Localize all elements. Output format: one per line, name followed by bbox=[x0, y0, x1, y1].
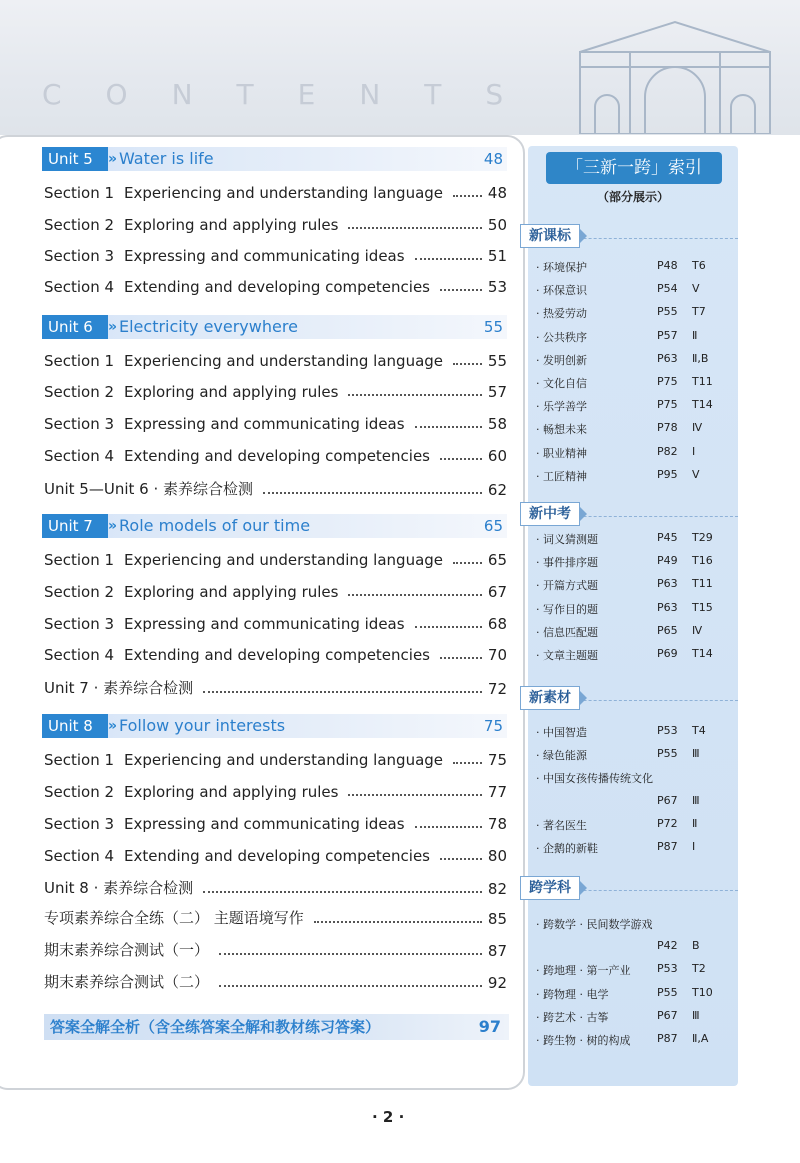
unit-tag: Unit 6 bbox=[42, 315, 108, 339]
index-item-tag: Ⅴ bbox=[692, 282, 700, 296]
leader-dots bbox=[203, 691, 482, 693]
index-item-name: · 事件排序题 bbox=[536, 556, 598, 570]
index-item-page: P95 bbox=[657, 467, 678, 481]
section-label: Section 2 bbox=[44, 783, 115, 801]
section-row[interactable] bbox=[44, 379, 507, 401]
review-row[interactable] bbox=[44, 876, 507, 898]
unit-title: Water is life bbox=[119, 149, 214, 168]
section-label: Section 3 bbox=[44, 247, 115, 265]
section-label: Section 1 bbox=[44, 352, 115, 370]
index-item-page: P82 bbox=[657, 444, 678, 458]
section-page: 60 bbox=[487, 447, 507, 465]
index-item[interactable] bbox=[536, 601, 732, 619]
unit-tag: Unit 5 bbox=[42, 147, 108, 171]
unit-title: Electricity everywhere bbox=[119, 317, 298, 336]
index-item[interactable] bbox=[536, 747, 732, 765]
leader-dots bbox=[440, 858, 482, 860]
leader-dots bbox=[453, 762, 482, 764]
review-page: 82 bbox=[487, 880, 507, 898]
index-item-name: · 写作目的题 bbox=[536, 602, 598, 616]
index-item-tag: Ⅴ bbox=[692, 467, 700, 481]
section-label: Section 3 bbox=[44, 815, 115, 833]
section-title: Expressing and communicating ideas bbox=[124, 415, 405, 433]
section-label: Section 2 bbox=[44, 216, 115, 234]
leader-dots bbox=[348, 794, 481, 796]
section-row[interactable] bbox=[44, 180, 507, 202]
index-item-tag: Ⅱ,B bbox=[692, 351, 709, 365]
index-item-tag: T11 bbox=[692, 375, 713, 388]
index-item-name: · 热爱劳动 bbox=[536, 307, 587, 321]
index-item-tag: Ⅱ,A bbox=[692, 1032, 709, 1045]
index-item-tag: T6 bbox=[692, 259, 706, 272]
section-row[interactable] bbox=[44, 348, 507, 370]
index-item-page: P48 bbox=[657, 259, 678, 272]
section-title: Exploring and applying rules bbox=[124, 783, 339, 801]
review-page: 72 bbox=[487, 680, 507, 698]
index-item-page: P72 bbox=[657, 816, 678, 830]
index-item-page: P55 bbox=[657, 747, 678, 761]
index-item[interactable] bbox=[536, 986, 732, 1004]
double-chevron-icon: » bbox=[108, 319, 118, 335]
index-item-name: · 环保意识 bbox=[536, 284, 587, 298]
section-row[interactable] bbox=[44, 811, 507, 833]
unit-header[interactable] bbox=[42, 315, 507, 339]
section-page: 50 bbox=[487, 216, 507, 234]
index-group-heading: 新课标 bbox=[520, 224, 580, 248]
index-group-heading: 跨学科 bbox=[520, 876, 580, 900]
review-title: 期末素养综合测试（二） bbox=[44, 973, 210, 991]
review-title: Unit 7 · 素养综合检测 bbox=[44, 679, 194, 697]
section-label: Section 4 bbox=[44, 447, 115, 465]
index-item-tag: T15 bbox=[692, 600, 713, 614]
index-item[interactable] bbox=[536, 962, 732, 980]
unit-header[interactable] bbox=[42, 714, 507, 738]
answer-section-bar[interactable] bbox=[44, 1014, 509, 1040]
answer-section-page: 97 bbox=[478, 1017, 501, 1036]
section-page: 53 bbox=[487, 278, 507, 296]
index-item-page: P87 bbox=[657, 1032, 678, 1045]
index-item-page: P57 bbox=[657, 328, 678, 342]
leader-dots bbox=[348, 394, 481, 396]
section-page: 67 bbox=[487, 583, 507, 601]
index-item[interactable] bbox=[536, 305, 732, 323]
double-chevron-icon: » bbox=[108, 518, 118, 534]
section-page: 68 bbox=[487, 615, 507, 633]
index-item-page: P55 bbox=[657, 305, 678, 319]
section-page: 48 bbox=[487, 184, 507, 202]
section-title: Extending and developing competencies bbox=[124, 847, 430, 865]
index-item-tag: T11 bbox=[692, 577, 713, 591]
index-item[interactable] bbox=[536, 421, 732, 439]
index-item[interactable] bbox=[536, 577, 732, 595]
index-item-name: · 跨艺术 · 古筝 bbox=[536, 1010, 609, 1024]
header-banner bbox=[0, 0, 800, 135]
index-item[interactable] bbox=[536, 794, 732, 812]
review-page: 85 bbox=[487, 910, 507, 928]
leader-dots bbox=[219, 985, 482, 987]
section-page: 78 bbox=[487, 815, 507, 833]
index-item-name: · 文化自信 bbox=[536, 377, 587, 390]
index-item-name: · 词义猜测题 bbox=[536, 533, 598, 546]
index-item[interactable] bbox=[536, 1032, 732, 1050]
index-item-name: · 职业精神 bbox=[536, 446, 587, 460]
index-item[interactable] bbox=[536, 468, 732, 486]
section-title: Experiencing and understanding language bbox=[124, 184, 444, 202]
index-item-page: P54 bbox=[657, 282, 678, 296]
index-group-heading: 新中考 bbox=[520, 502, 580, 526]
review-row[interactable] bbox=[44, 906, 507, 928]
review-title: 专项素养综合全练（二） 主题语境写作 bbox=[44, 909, 304, 927]
index-item-name: · 环境保护 bbox=[536, 261, 587, 274]
unit-tag: Unit 8 bbox=[42, 714, 108, 738]
section-label: Section 1 bbox=[44, 551, 115, 569]
section-title: Experiencing and understanding language bbox=[124, 352, 444, 370]
leader-dots bbox=[314, 921, 482, 923]
section-title: Expressing and communicating ideas bbox=[124, 247, 405, 265]
index-item-name: · 跨生物 · 树的构成 bbox=[536, 1034, 631, 1047]
index-item-page: P53 bbox=[657, 962, 678, 976]
unit-header[interactable] bbox=[42, 514, 507, 538]
leader-dots bbox=[440, 289, 482, 291]
index-item-tag: T14 bbox=[692, 647, 713, 660]
section-title: Extending and developing competencies bbox=[124, 646, 430, 664]
index-item-name: · 中国女孩传播传统文化 bbox=[536, 772, 653, 786]
index-item-tag: Ⅱ bbox=[692, 328, 698, 342]
index-item-name: · 发明创新 bbox=[536, 353, 587, 367]
section-label: Section 3 bbox=[44, 415, 115, 433]
leader-dots bbox=[453, 562, 482, 564]
section-page: 80 bbox=[487, 847, 507, 865]
index-item-name: · 信息匹配题 bbox=[536, 625, 598, 639]
index-item[interactable] bbox=[536, 939, 732, 957]
index-item-page: P75 bbox=[657, 398, 678, 412]
section-page: 70 bbox=[487, 646, 507, 664]
unit-title: Follow your interests bbox=[119, 716, 286, 735]
leader-dots bbox=[453, 195, 482, 197]
section-title: Exploring and applying rules bbox=[124, 383, 339, 401]
index-item-name: · 工匠精神 bbox=[536, 469, 587, 483]
section-page: 51 bbox=[487, 247, 507, 265]
index-item-page: P65 bbox=[657, 623, 678, 637]
index-item[interactable] bbox=[536, 554, 732, 572]
review-page: 92 bbox=[487, 974, 507, 992]
section-title: Exploring and applying rules bbox=[124, 216, 339, 234]
index-item[interactable] bbox=[536, 724, 732, 742]
sidebar-title: 「三新一跨」索引 bbox=[546, 152, 722, 184]
index-item[interactable] bbox=[536, 817, 732, 835]
section-page: 57 bbox=[487, 383, 507, 401]
section-title: Expressing and communicating ideas bbox=[124, 615, 405, 633]
review-page: 87 bbox=[487, 942, 507, 960]
section-row[interactable] bbox=[44, 611, 507, 633]
section-label: Section 4 bbox=[44, 646, 115, 664]
index-item-tag: B bbox=[692, 939, 700, 953]
index-item-name: · 跨物理 · 电学 bbox=[536, 987, 609, 1001]
double-chevron-icon: » bbox=[108, 151, 118, 167]
sidebar-subtitle: （部分展示） bbox=[596, 190, 669, 204]
section-page: 55 bbox=[487, 352, 507, 370]
section-title: Experiencing and understanding language bbox=[124, 551, 444, 569]
index-item-page: P49 bbox=[657, 554, 678, 568]
index-item-name: · 开篇方式题 bbox=[536, 579, 598, 593]
page-number: · 2 · bbox=[372, 1108, 405, 1126]
index-group-heading: 新素材 bbox=[520, 686, 580, 710]
index-item[interactable] bbox=[536, 1009, 732, 1027]
index-item-page: P55 bbox=[657, 985, 678, 999]
review-row[interactable] bbox=[44, 970, 507, 992]
index-item[interactable] bbox=[536, 647, 732, 665]
leader-dots bbox=[415, 826, 482, 828]
index-item-name: · 企鹅的新鞋 bbox=[536, 842, 598, 855]
review-row[interactable] bbox=[44, 676, 507, 698]
index-item-name: · 跨数学 · 民间数学游戏 bbox=[536, 918, 653, 931]
section-row[interactable] bbox=[44, 579, 507, 601]
index-item-page: P45 bbox=[657, 531, 678, 544]
index-item-page: P67 bbox=[657, 793, 678, 807]
leader-dots bbox=[453, 363, 482, 365]
section-row[interactable] bbox=[44, 843, 507, 865]
section-row[interactable] bbox=[44, 547, 507, 569]
index-item-name: · 中国智造 bbox=[536, 726, 587, 739]
index-sidebar bbox=[528, 146, 738, 1086]
index-item[interactable] bbox=[536, 445, 732, 463]
index-item-name: · 文章主题题 bbox=[536, 649, 598, 662]
index-item-name: · 著名医生 bbox=[536, 818, 587, 832]
unit-page: 55 bbox=[483, 318, 503, 336]
index-item-tag: T14 bbox=[692, 398, 713, 412]
index-item[interactable] bbox=[536, 840, 732, 858]
unit-title: Role models of our time bbox=[119, 516, 311, 535]
index-item-tag: T29 bbox=[692, 531, 713, 544]
index-item-page: P63 bbox=[657, 577, 678, 591]
index-item-tag: Ⅰ bbox=[692, 840, 696, 853]
leader-dots bbox=[415, 426, 482, 428]
index-item-tag: T16 bbox=[692, 554, 713, 568]
index-item-tag: Ⅲ bbox=[692, 793, 700, 807]
index-item-name: · 绿色能源 bbox=[536, 749, 587, 763]
index-item-tag: Ⅱ bbox=[692, 816, 698, 830]
leader-dots bbox=[219, 953, 482, 955]
section-title: Exploring and applying rules bbox=[124, 583, 339, 601]
unit-tag: Unit 7 bbox=[42, 514, 108, 538]
review-row[interactable] bbox=[44, 938, 507, 960]
leader-dots bbox=[203, 891, 482, 893]
index-item[interactable] bbox=[536, 398, 732, 416]
section-title: Experiencing and understanding language bbox=[124, 751, 444, 769]
index-item-page: P67 bbox=[657, 1008, 678, 1022]
review-row[interactable] bbox=[44, 477, 507, 499]
index-item-tag: Ⅲ bbox=[692, 747, 700, 761]
section-label: Section 1 bbox=[44, 751, 115, 769]
leader-dots bbox=[440, 458, 482, 460]
section-label: Section 4 bbox=[44, 278, 115, 296]
index-item-page: P63 bbox=[657, 351, 678, 365]
index-item-page: P78 bbox=[657, 421, 678, 435]
index-item[interactable] bbox=[536, 282, 732, 300]
index-item-tag: T4 bbox=[692, 724, 706, 737]
index-item-page: P63 bbox=[657, 600, 678, 614]
double-chevron-icon: » bbox=[108, 718, 118, 734]
contents-heading: CONTENTS bbox=[42, 78, 548, 111]
section-page: 65 bbox=[487, 551, 507, 569]
index-item-page: P75 bbox=[657, 375, 678, 388]
leader-dots bbox=[415, 258, 482, 260]
index-item[interactable] bbox=[536, 531, 732, 549]
index-item[interactable] bbox=[536, 916, 732, 934]
gate-illustration bbox=[560, 12, 790, 134]
index-item-name: · 公共秩序 bbox=[536, 330, 587, 344]
leader-dots bbox=[415, 626, 482, 628]
section-label: Section 4 bbox=[44, 847, 115, 865]
unit-header[interactable] bbox=[42, 147, 507, 171]
index-item[interactable] bbox=[536, 352, 732, 370]
section-row[interactable] bbox=[44, 243, 507, 265]
section-page: 75 bbox=[487, 751, 507, 769]
index-item-tag: T10 bbox=[692, 985, 713, 999]
review-title: Unit 8 · 素养综合检测 bbox=[44, 879, 194, 897]
index-item-tag: T2 bbox=[692, 962, 706, 976]
review-title: 期末素养综合测试（一） bbox=[44, 941, 210, 959]
index-item-name: · 畅想未来 bbox=[536, 423, 587, 437]
index-item-tag: Ⅲ bbox=[692, 1008, 700, 1022]
leader-dots bbox=[348, 594, 481, 596]
section-title: Expressing and communicating ideas bbox=[124, 815, 405, 833]
index-item[interactable] bbox=[536, 329, 732, 347]
index-item-page: P42 bbox=[657, 939, 678, 953]
section-row[interactable] bbox=[44, 642, 507, 664]
section-row[interactable] bbox=[44, 779, 507, 801]
section-label: Section 1 bbox=[44, 184, 115, 202]
index-item-page: P53 bbox=[657, 724, 678, 737]
index-item-tag: Ⅳ bbox=[692, 623, 703, 637]
section-title: Extending and developing competencies bbox=[124, 447, 430, 465]
section-page: 77 bbox=[487, 783, 507, 801]
section-row[interactable] bbox=[44, 443, 507, 465]
index-item-tag: Ⅳ bbox=[692, 421, 703, 435]
review-title: Unit 5—Unit 6 · 素养综合检测 bbox=[44, 480, 253, 498]
index-item-page: P69 bbox=[657, 647, 678, 660]
index-item-tag: Ⅰ bbox=[692, 444, 696, 458]
section-title: Extending and developing competencies bbox=[124, 278, 430, 296]
index-item-name: · 跨地理 · 第一产业 bbox=[536, 964, 631, 978]
section-row[interactable] bbox=[44, 212, 507, 234]
unit-page: 48 bbox=[483, 150, 503, 168]
index-item-tag: T7 bbox=[692, 305, 706, 319]
index-item[interactable] bbox=[536, 375, 732, 393]
unit-page: 75 bbox=[483, 717, 503, 735]
leader-dots bbox=[263, 492, 482, 494]
review-page: 62 bbox=[487, 481, 507, 499]
leader-dots bbox=[348, 227, 481, 229]
unit-page: 65 bbox=[483, 517, 503, 535]
section-page: 58 bbox=[487, 415, 507, 433]
index-item[interactable] bbox=[536, 624, 732, 642]
section-label: Section 2 bbox=[44, 383, 115, 401]
section-row[interactable] bbox=[44, 411, 507, 433]
index-item[interactable] bbox=[536, 770, 732, 788]
section-row[interactable] bbox=[44, 747, 507, 769]
section-label: Section 3 bbox=[44, 615, 115, 633]
answer-section-title: 答案全解全析（含全练答案全解和教材练习答案） bbox=[50, 1018, 381, 1036]
section-row[interactable] bbox=[44, 274, 507, 296]
index-item-page: P87 bbox=[657, 840, 678, 853]
leader-dots bbox=[440, 657, 482, 659]
index-item[interactable] bbox=[536, 259, 732, 277]
section-label: Section 2 bbox=[44, 583, 115, 601]
index-item-name: · 乐学善学 bbox=[536, 400, 587, 414]
